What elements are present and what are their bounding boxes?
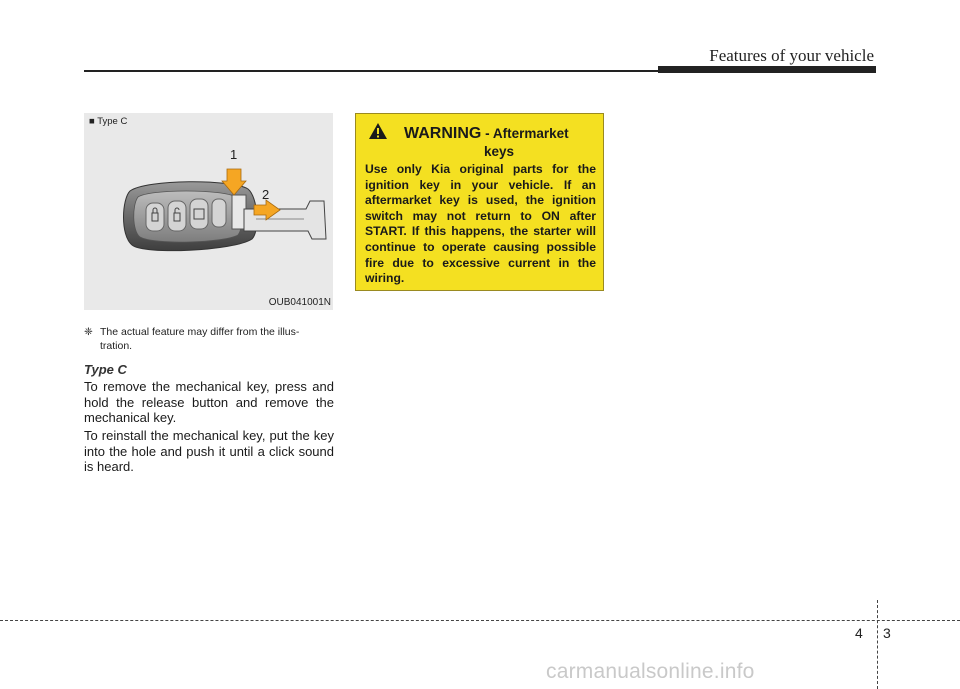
chapter-number: 4 xyxy=(855,625,863,641)
note-mark: ❈ xyxy=(84,326,93,338)
figure-code: OUB041001N xyxy=(268,297,331,308)
header-rule xyxy=(84,70,660,72)
fob-button xyxy=(146,203,164,231)
callout-2: 2 xyxy=(262,187,270,202)
reinstall-key-paragraph: To reinstall the mechanical key, put the key into the hole and push it until a click sound is heard. xyxy=(84,428,334,475)
warning-text: Use only Kia original parts for the ignition key in your vehicle. If an aftermarket key is used, the ignition switch may not return to ON after START. If this happens, the starter will continue to operate causing possible fire due to excessive current in the wiring. xyxy=(365,162,596,286)
footer-rule xyxy=(0,620,960,621)
section-title: Type C xyxy=(84,362,127,377)
note-line: tration. xyxy=(100,340,133,352)
fob-button xyxy=(190,199,208,229)
warning-subtitle-line2: keys xyxy=(484,144,515,159)
smart-key-illustration xyxy=(84,113,333,310)
key-figure xyxy=(84,113,333,310)
warning-heading xyxy=(404,126,594,142)
warning-subtitle: - Aftermarket xyxy=(481,126,569,141)
fob-button xyxy=(212,199,226,227)
warning-word: WARNING xyxy=(404,125,482,142)
remove-key-paragraph: To remove the mechanical key, press and hold the release button and remove the mechanical key. xyxy=(84,379,334,426)
figure-label: ■ Type C xyxy=(89,116,128,127)
warning-box xyxy=(355,113,604,291)
note-line: The actual feature may differ from the illus- xyxy=(100,326,300,338)
header-title: Features of your vehicle xyxy=(709,46,874,65)
header-rule-accent xyxy=(658,66,876,73)
fob-button xyxy=(168,201,186,231)
watermark: carmanualsonline.info xyxy=(546,660,755,683)
warning-triangle-icon xyxy=(368,122,388,140)
page-number: 3 xyxy=(883,625,891,641)
callout-1: 1 xyxy=(230,147,238,162)
footer-divider xyxy=(877,600,878,689)
